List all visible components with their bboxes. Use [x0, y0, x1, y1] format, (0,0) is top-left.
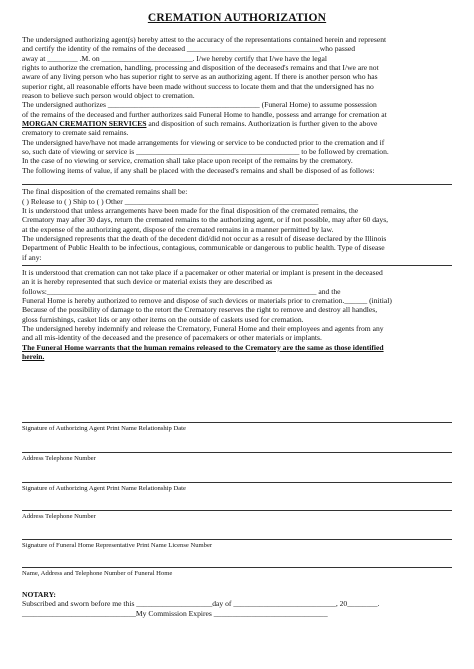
- text-line: rights to authorize the cremation, handling, processing and disposition of the deceased's remains and that I/we are not: [22, 63, 379, 73]
- document-title: CREMATION AUTHORIZATION: [147, 12, 327, 24]
- pacemaker-implant-paragraph: [22, 268, 452, 305]
- crematory-name: MORGAN CREMATION SERVICES: [22, 119, 147, 129]
- final-disposition-section: [22, 187, 452, 206]
- text-line: The final disposition of the cremated remains shall be:: [22, 187, 188, 197]
- text-line: an it is hereby represented that such device or material exists they are described as: [22, 277, 273, 287]
- text-line: The undersigned have/have not made arrangements for viewing or service to be conducted prior to the cremation and if: [22, 137, 385, 147]
- items-of-value-blank-line[interactable]: [22, 184, 452, 185]
- warranty-statement: [22, 343, 452, 362]
- text-line: The Funeral Home warrants that the human remains released to the Crematory are the same as those identified: [22, 342, 384, 352]
- address-label: Address Telephone Number: [22, 455, 96, 462]
- text-line: The undersigned authorizes ________________________________________ (Funeral Home) to assume possession: [22, 100, 377, 110]
- disposition-options[interactable]: ( ) Release to ( ) Ship to ( ) Other ___________________________________________________: [22, 196, 319, 206]
- funeral-home-info-label: Name, Address and Telephone Number of Funeral Home: [22, 570, 173, 577]
- address-label: Address Telephone Number: [22, 513, 96, 520]
- text-line: The undersigned hereby indemnify and release the Crematory, Funeral Home and their employees and agents from any: [22, 323, 384, 333]
- text-line: and all mis-identity of the deceased and the presence of pacemakers or other materials or implants.: [22, 333, 322, 343]
- viewing-service-paragraph: [22, 138, 452, 175]
- text-line: of the remains of the deceased and further authorizes said Funeral Home to handle, possess and arrange for cremation at: [22, 109, 387, 119]
- signature-label: Signature of Authorizing Agent Print Name Relationship Date: [22, 425, 186, 432]
- signature-label: Signature of Authorizing Agent Print Name Relationship Date: [22, 485, 186, 492]
- text-line: The undersigned represents that the death of the decedent did/did not occur as a result of disease declared by the Illinois: [22, 233, 387, 243]
- text-line: reason to believe such person would object to cremation.: [22, 91, 195, 101]
- unclaimed-remains-paragraph: [22, 206, 452, 234]
- text-line: away at ________ .M. on ________________________. I/we hereby certify that I/we have the legal: [22, 53, 327, 63]
- retort-damage-paragraph: [22, 305, 452, 324]
- signature-label: Signature of Funeral Home Representative Print Name License Number: [22, 542, 213, 549]
- text-line: [22, 119, 452, 128]
- infectious-disease-paragraph: [22, 234, 452, 262]
- text-line: if any:: [22, 252, 42, 262]
- funeral-home-representative-signature-block[interactable]: [22, 539, 452, 550]
- text-line: and certify the identity of the remains of the deceased ___________________________________who passed: [22, 44, 355, 54]
- notary-heading: NOTARY:: [22, 590, 56, 599]
- notary-commission-line[interactable]: ______________________________My Commission Expires ______________________________: [22, 608, 328, 618]
- disease-blank-line[interactable]: [22, 265, 452, 266]
- notary-sworn-line[interactable]: Subscribed and sworn before me this ____________________day of ___________________________, 20________.: [22, 599, 380, 609]
- authorizing-agent-2-address-block[interactable]: [22, 510, 452, 521]
- text-line: It is understood that cremation can not take place if a pacemaker or other material or implant is present in the deceased: [22, 267, 383, 277]
- text-line: so, such date of viewing or service is ___________________________________________ to be followed by cremation.: [22, 147, 389, 157]
- text-line: Funeral Home is hereby authorized to remove and dispose of such devices or materials prior to cremation.______ (initial): [22, 295, 392, 305]
- text-line: Because of the possibility of damage to the retort the Crematory reserves the right to remove and destroy all handles,: [22, 305, 378, 315]
- indemnification-paragraph: [22, 324, 452, 343]
- funeral-home-authorization-paragraph: [22, 100, 452, 137]
- text-line: aware of any living person who has superior right to serve as an authorizing agent. If there is another person who has: [22, 72, 378, 82]
- text-line: Department of Public Health to be infectious, contagious, communicable or dangerous to public health. Type of disease: [22, 243, 385, 253]
- authorizing-agent-1-signature-block[interactable]: [22, 422, 452, 433]
- text-line: at the expense of the authorizing agent, dispose of the cremated remains in a manner permitted by law.: [22, 224, 334, 234]
- text-line: The undersigned authorizing agent(s) hereby attest to the accuracy of the representations contained herein and represent: [22, 35, 387, 44]
- text-line: crematory to cremate said remains.: [22, 128, 129, 138]
- text-line: superior right, all reasonable efforts have been made without success to locate them and that the undersigned has no: [22, 81, 374, 91]
- text-line: herein.: [22, 352, 45, 361]
- text-fragment: and disposition of such remains. Authorization is further given to the above: [146, 119, 378, 129]
- agent-attestation-paragraph: [22, 35, 452, 100]
- authorizing-agent-1-address-block[interactable]: [22, 452, 452, 463]
- text-line: In the case of no viewing or service, cremation shall take place upon receipt of the remains by the crematory.: [22, 156, 353, 166]
- text-line: follows:_______________________________________________________________________ and the: [22, 286, 341, 296]
- text-line: The following items of value, if any shall be placed with the deceased's remains and shall be disposed of as follows:: [22, 165, 375, 175]
- text-line: gloss furnishings, casket lids or any other items on the outside of caskets used for cremation.: [22, 314, 304, 324]
- notary-section: [22, 590, 452, 618]
- funeral-home-info-block[interactable]: [22, 567, 452, 578]
- text-line: It is understood that unless arrangements have been made for the final disposition of the cremated remains, the: [22, 205, 359, 215]
- text-line: Crematory may after 30 days, return the cremated remains to the authorizing agent, or if not possible, may after 60 days,: [22, 215, 389, 225]
- authorizing-agent-2-signature-block[interactable]: [22, 482, 452, 493]
